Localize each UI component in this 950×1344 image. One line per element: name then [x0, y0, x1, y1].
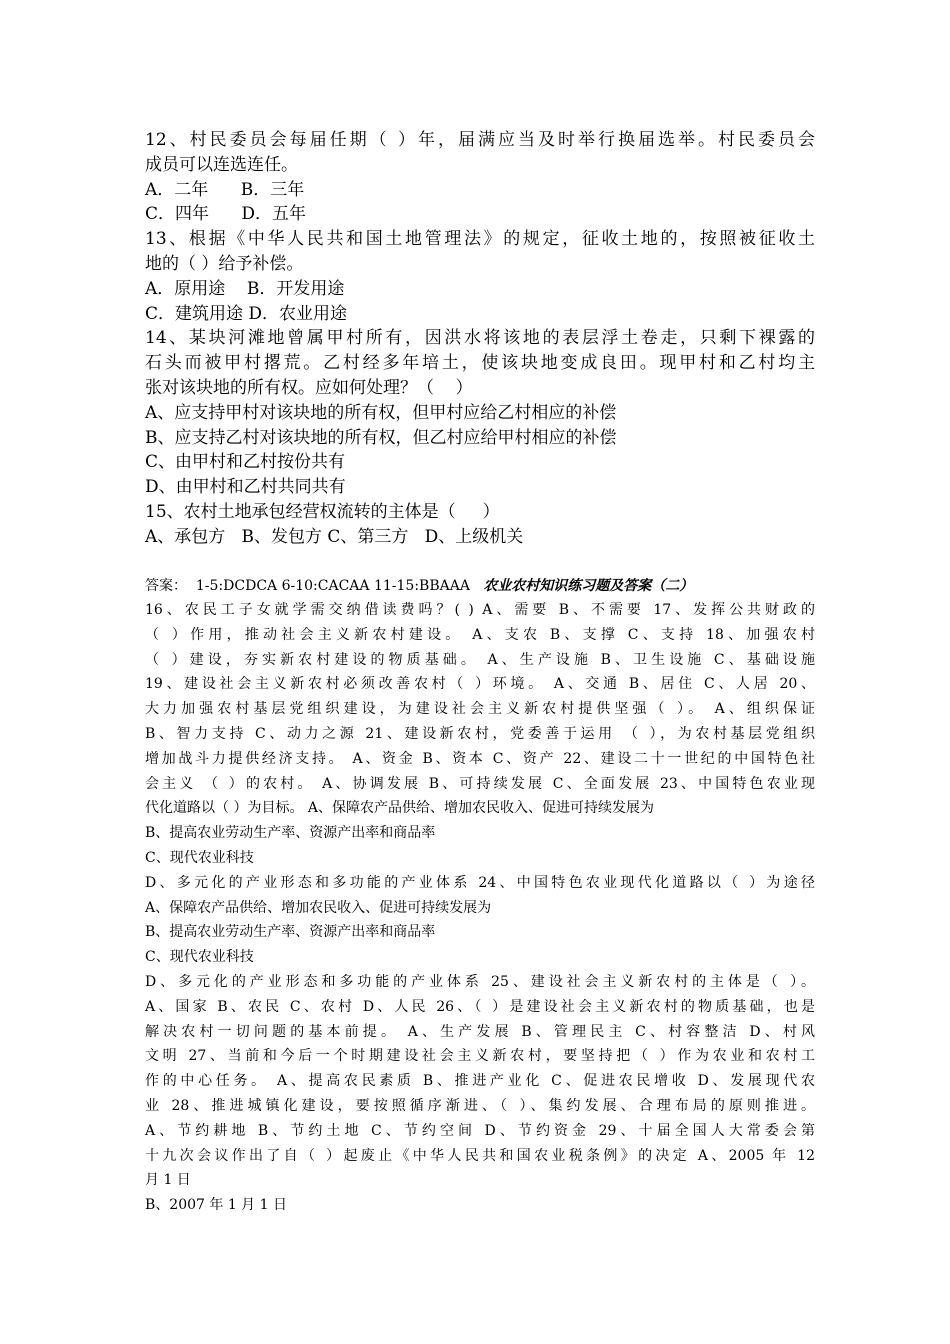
- text-line: 16、农民工子女就学需交纳借读费吗？( ) A、需要 B、不需要 17、发挥公共财政的: [145, 602, 815, 618]
- text-line: B、提高农业劳动生产率、资源产出率和商品率: [145, 924, 436, 941]
- text-line: D、多元化的产业形态和多功能的产业体系 25、建设社会主义新农村的主体是（ ）。: [145, 973, 815, 990]
- text-line: C．四年 D．五年: [145, 204, 307, 225]
- text-line: （ ）作用，推动社会主义新农村建设。 A、支农 B、支撑 C、支持 18、加强农村: [145, 626, 815, 643]
- text-line: C、由甲村和乙村按份共有: [145, 452, 346, 473]
- questions-12-15: [145, 128, 815, 550]
- text-line: 十九次会议作出了自（ ）起废止《中华人民共和国农业税条例》的决定 A、2005 年 12: [145, 1147, 815, 1164]
- text-line: A．二年 B．三年: [145, 179, 305, 200]
- section-title: 农业农村知识练习题及答案（二）: [483, 578, 694, 594]
- text-line: 业 28、推进城镇化建设，要按照循序渐进、（ ）、集约发展、合理布局的原则推进。: [145, 1097, 815, 1114]
- text-line: 会主义 （ ）的农村。 A、协调发展 B、可持续发展 C、全面发展 23、中国特色农业现: [145, 775, 815, 792]
- text-line: A、节约耕地 B、节约土地 C、节约空间 D、节约资金 29、十届全国人大常委会第: [145, 1122, 815, 1139]
- text-line: D、由甲村和乙村共同共有: [145, 477, 346, 498]
- text-line: 地的（ ）给予补偿。: [145, 253, 304, 274]
- answer-text: 答案： 1-5:DCDCA 6-10:CACAA 11-15:BBAAA: [145, 578, 470, 594]
- text-line: B、2007 年 1 月 1 日: [145, 1197, 287, 1214]
- text-line: 13、根据《中华人民共和国土地管理法》的规定，征收土地的，按照被征收土: [145, 229, 815, 250]
- text-line: 石头而被甲村撂荒。乙村经多年培土，使该块地变成良田。现甲村和乙村均主: [145, 353, 815, 374]
- text-line: A、国家 B、农民 C、农村 D、人民 26、（ ）是建设社会主义新农村的物质基础，也是: [145, 998, 815, 1015]
- text-line: 月 1 日: [145, 1172, 191, 1189]
- text-line: 19、建设社会主义新农村必须改善农村（ ）环境。 A、交通 B、居住 C、人居 20、: [145, 676, 815, 693]
- text-line: 作的中心任务。 A、提高农民素质 B、推进产业化 C、促进农民增收 D、发展现代农: [145, 1073, 815, 1090]
- text-line: C、现代农业科技: [145, 949, 254, 966]
- text-line: C．建筑用途 D．农业用途: [145, 303, 348, 324]
- text-line: A、承包方 B、发包方 C、第三方 D、上级机关: [145, 526, 524, 547]
- answer-line: [145, 575, 815, 597]
- text-line: 代化道路以（ ）为目标。 A、保障农产品供给、增加农民收入、促进可持续发展为: [145, 800, 655, 817]
- text-line: B、应支持乙村对该块地的所有权，但乙村应给甲村相应的补偿: [145, 427, 617, 448]
- text-line: A、保障农产品供给、增加农民收入、促进可持续发展为: [145, 899, 492, 916]
- questions-16-29: [145, 598, 815, 1218]
- text-line: 文明 27、当前和今后一个时期建设社会主义新农村，要坚持把（ ）作为农业和农村工: [145, 1048, 815, 1065]
- text-line: A．原用途 B．开发用途: [145, 278, 345, 299]
- text-line: 大力加强农村基层党组织建设，为建设社会主义新农村提供坚强（ ）。 A、组织保证: [145, 701, 815, 718]
- text-line: B、提高农业劳动生产率、资源产出率和商品率: [145, 825, 436, 842]
- text-line: 成员可以连选连任。: [145, 154, 298, 175]
- text-line: A、应支持甲村对该块地的所有权，但甲村应给乙村相应的补偿: [145, 402, 617, 423]
- text-line: 张对该块地的所有权。应如何处理？（ ）: [145, 377, 473, 398]
- text-line: 增加战斗力提供经济支持。 A、资金 B、资本 C、资产 22、建设二十一世纪的中国特色社: [145, 750, 815, 767]
- text-line: （ ）建设，夯实新农村建设的物质基础。 A、生产设施 B、卫生设施 C、基础设施: [145, 651, 815, 668]
- text-line: 12、村民委员会每届任期（ ）年，届满应当及时举行换届选举。村民委员会: [145, 130, 815, 150]
- text-line: C、现代农业科技: [145, 849, 254, 866]
- text-line: D、多元化的产业形态和多功能的产业体系 24、中国特色农业现代化道路以（ ）为途径: [145, 874, 815, 891]
- text-line: 解决农村一切问题的基本前提。 A、生产发展 B、管理民主 C、村容整洁 D、村风: [145, 1023, 815, 1040]
- text-line: B、智力支持 C、动力之源 21、建设新农村，党委善于运用 （ ），为农村基层党组织: [145, 725, 815, 742]
- text-line: 14、某块河滩地曾属甲村所有，因洪水将该地的表层浮土卷走，只剩下裸露的: [145, 328, 815, 349]
- text-line: 15、农村土地承包经营权流转的主体是（ ）: [145, 501, 500, 522]
